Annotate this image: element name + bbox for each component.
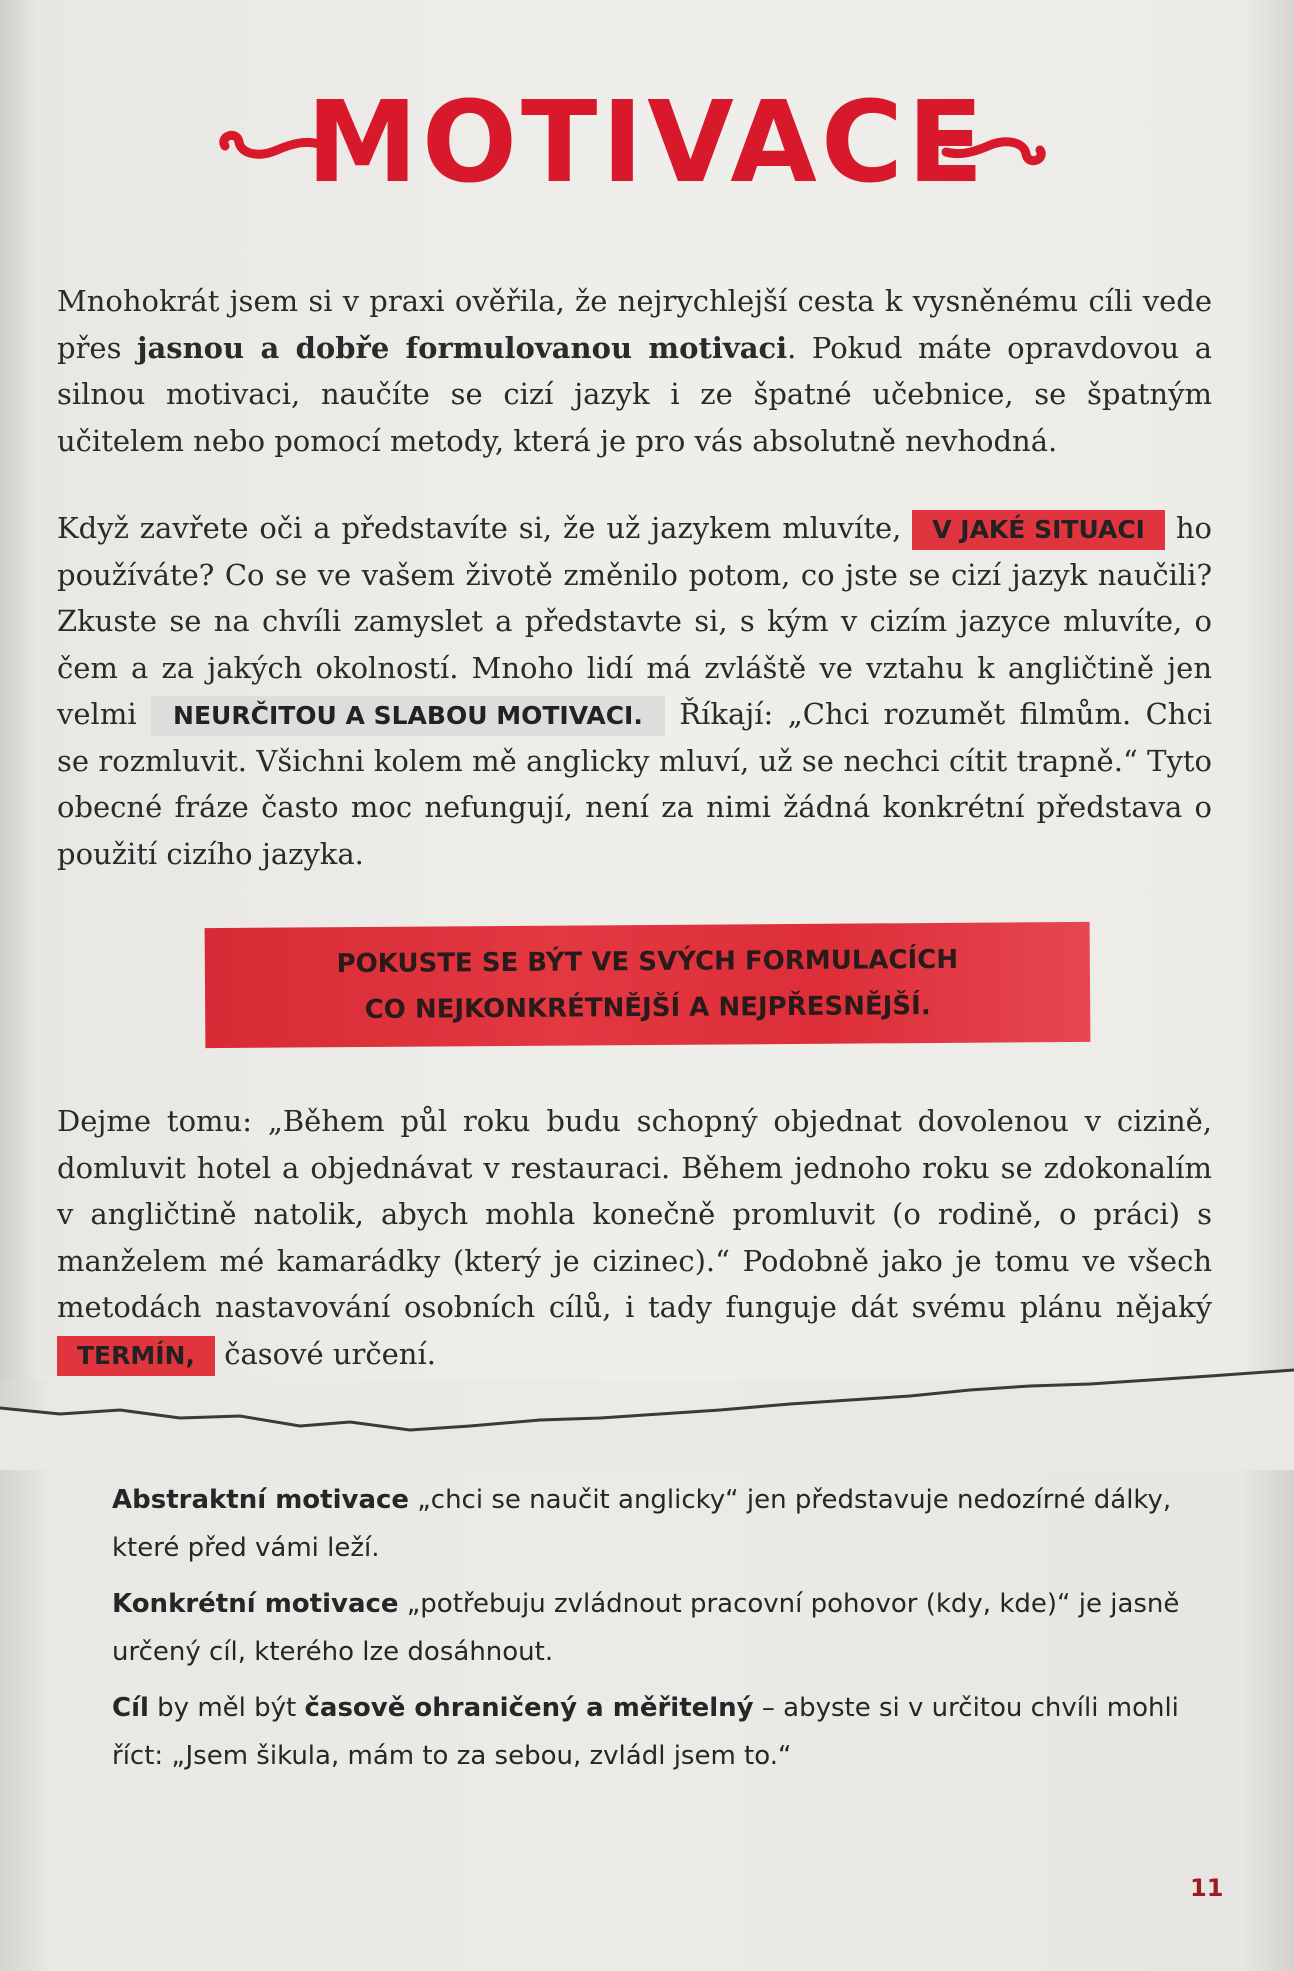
highlight-situation: V JAKÉ SITUACI [912, 510, 1165, 550]
note-abstract-motivation [112, 1476, 1192, 1572]
torn-paper-edge [0, 1330, 1294, 1470]
note-text: „potřebuju zvládnout pracovní pohovor (kdy, kde)“ je jasně určený cíl, kterého lze dosáhnout. [112, 1589, 1180, 1667]
banner-line-1: POKUSTE SE BÝT VE SVÝCH FORMULACÍCH [336, 944, 959, 980]
note-goal [112, 1684, 1192, 1780]
note-term: časově ohraničený a měřitelný [304, 1693, 754, 1723]
callout-banner [205, 922, 1091, 1048]
note-concrete-motivation [112, 1580, 1192, 1676]
text-span: Dejme tomu: „Během půl roku budu schopný objednat dovolenou v cizině, domluvit hotel a objednávat v restauraci. Během jednoho roku se zdokonalím v angličtině natolik, abych mohla konečně promluvit (o rodině, o práci) s manželem mé kamarádky (který je cizinec).“ Podobně jako je tomu ve všech metodách nastavování osobních cílů, i tady funguje dát svému plánu nějaký [57, 1104, 1212, 1324]
paragraph-situation [57, 505, 1212, 877]
text-span: Říkají: „Chci rozumět filmům. Chci se rozmluvit. Všichni kolem mě anglicky mluví, už se nechci cítit trapně.“ Tyto obecné fráze často moc nefungují, není za nimi žádná konkrétní představa o použití cizího jazyka. [57, 697, 1212, 871]
bold-phrase: jasnou a dobře formulovanou motivaci [136, 330, 788, 365]
banner-line-2: CO NEJKONKRÉTNĚJŠÍ A NEJPŘESNĚJŠÍ. [364, 991, 931, 1025]
note-text: „chci se naučit anglicky“ jen představuje nedozírné dálky, které před vámi leží. [112, 1485, 1172, 1563]
text-span: ho používáte? Co se ve vašem životě změnilo potom, co jste se cizí jazyk naučili? Zkuste se na chvíli zamyslet a představte si, s kým v cizím jazyce mluvíte, o čem a za jakých okolností. Mnoho lidí má zvláště ve vztahu k angličtině jen velmi [57, 511, 1212, 731]
note-text: by měl být [148, 1693, 305, 1723]
highlight-weak-motivation: NEURČITOU A SLABOU MOTIVACI. [151, 696, 665, 736]
note-text: – abyste si v určitou chvíli mohli říct: „Jsem šikula, mám to za sebou, zvládl jsem to.“ [112, 1693, 1179, 1771]
title-block [0, 78, 1294, 208]
page-number: 11 [1190, 1874, 1224, 1902]
note-term: Abstraktní motivace [112, 1485, 410, 1515]
note-term: Konkrétní motivace [112, 1589, 399, 1619]
text-span: časové určení. [214, 1336, 436, 1371]
text-span: Když zavřete oči a představíte si, že už jazykem mluvíte, [57, 511, 913, 545]
text-span: . Pokud máte opravdovou a silnou motivaci, naučíte se cizí jazyk i ze špatné učebnice, se špatným učitelem nebo pomocí metody, která je pro vás absolutně nevhodná. [57, 330, 1212, 458]
page-title: MOTIVACE [306, 78, 988, 208]
text-span: Mnohokrát jsem si v praxi ověřila, že nejrychlejší cesta k vysněnému cíli vede přes [57, 284, 1212, 365]
note-term: Cíl [112, 1693, 149, 1723]
notes-section [112, 1476, 1192, 1788]
paragraph-intro [57, 278, 1212, 464]
highlight-term: TERMÍN, [57, 1336, 215, 1376]
right-swirl-ornament-icon [940, 128, 1050, 168]
